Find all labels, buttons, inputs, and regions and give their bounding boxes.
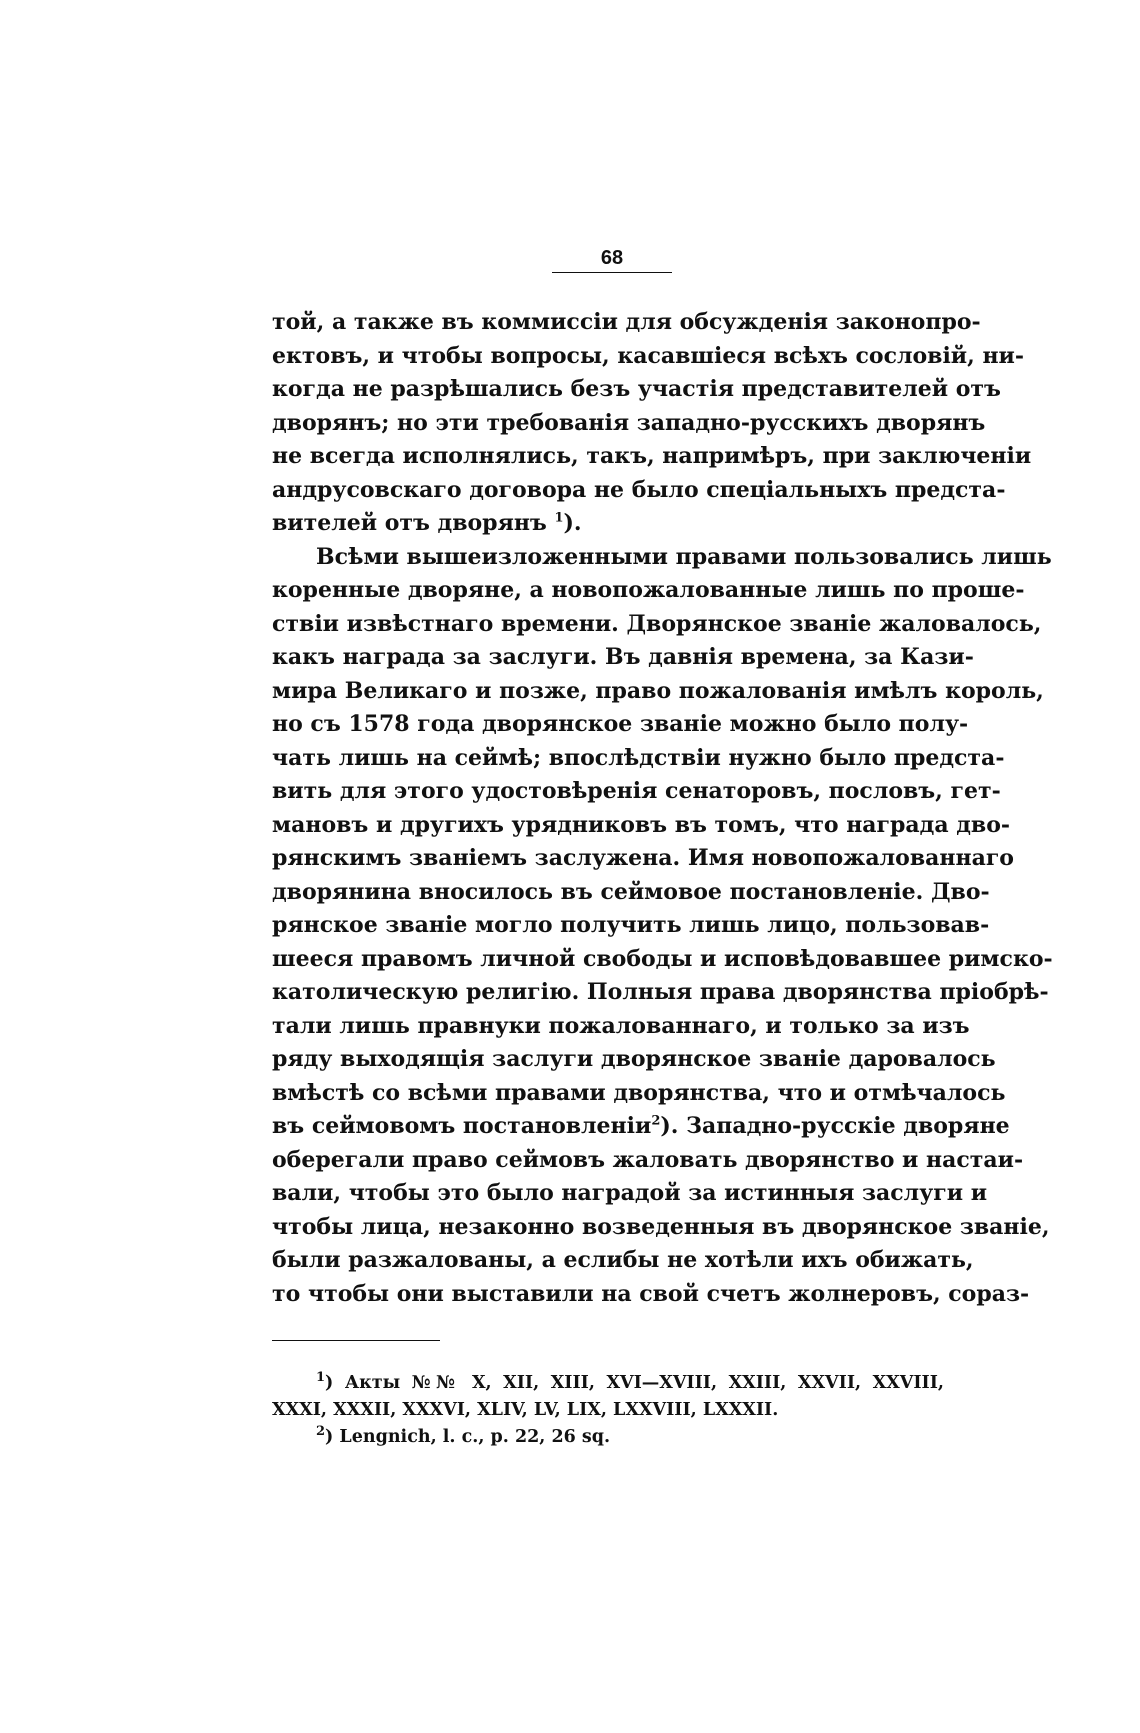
body-text: [272, 306, 1053, 1311]
page-number: 68: [600, 247, 624, 269]
text-line: андрусовскаго договора не было спеціальныхъ предста-: [272, 476, 1006, 503]
text-line: шееся правомъ личной свободы и исповѣдовавшее римско-: [272, 945, 1053, 972]
text-line: чтобы лица, незаконно возведенныя въ дворянское званіе,: [272, 1213, 1050, 1240]
footnote-rule: [272, 1340, 440, 1341]
text-line: были разжалованы, а еслибы не хотѣли ихъ обижать,: [272, 1247, 974, 1273]
text-line: вали, чтобы это было наградой за истинныя заслуги и: [272, 1180, 988, 1206]
text-line: [272, 1110, 1010, 1144]
text-line: не всегда исполнялись, такъ, напримѣръ, при заключеніи: [272, 443, 1032, 469]
text-line: какъ награда за заслуги. Въ давнія времена, за Кази-: [272, 644, 974, 670]
footnote-2-marker: 2: [316, 1424, 326, 1440]
text-line-part: вителей отъ дворянъ: [272, 510, 547, 536]
footnote-2-text: ) Lengnich, l. c., p. 22, 26 sq.: [325, 1427, 611, 1447]
text-line: католическую религію. Полныя права дворянства пріобрѣ-: [272, 979, 1049, 1005]
footnote-marker-1: 1: [554, 510, 564, 526]
text-line: вмѣстѣ со всѣми правами дворянства, что и отмѣчалось: [272, 1079, 1006, 1106]
text-line: но съ 1578 года дворянское званіе можно было полу-: [272, 711, 969, 737]
footnotes: [272, 1370, 944, 1451]
footnote-2: [272, 1424, 944, 1451]
text-line: дворянъ; но эти требованія западно-русскихъ дворянъ: [272, 409, 986, 436]
text-line: чать лишь на сеймѣ; впослѣдствіи нужно было предста-: [272, 744, 1005, 771]
text-line: рянскимъ званіемъ заслужена. Имя новопожалованнаго: [272, 845, 1014, 871]
footnote-1: [272, 1370, 944, 1397]
text-line: рянское званіе могло получить лишь лицо, пользовав-: [272, 912, 990, 938]
text-line: то чтобы они выставили на свой счетъ жолнеровъ, сораз-: [272, 1280, 1030, 1307]
text-line-part: въ сеймовомъ постановленіи: [272, 1113, 652, 1139]
text-line-part: ).: [563, 510, 582, 536]
text-line: тали лишь правнуки пожалованнаго, и только за изъ: [272, 1012, 970, 1039]
text-line: Всѣми вышеизложенными правами пользовались лишь: [316, 543, 1052, 570]
text-line-part: ). Западно-русскіе дворяне: [660, 1113, 1010, 1139]
text-line: мановъ и другихъ урядниковъ въ томъ, что награда дво-: [272, 811, 1011, 838]
footnote-marker-2: 2: [651, 1113, 661, 1129]
text-line: дворянина вносилось въ сеймовое постановленіе. Дво-: [272, 878, 990, 905]
text-line: когда не разрѣшались безъ участія представителей отъ: [272, 376, 1001, 402]
header-rule: [552, 272, 672, 273]
footnote-1-continued: XXXI, XXXII, XXXVI, XLIV, LV, LIX, LXXVIII, LXXXII.: [272, 1400, 779, 1420]
text-line: той, а также въ коммиссіи для обсужденія законопро-: [272, 309, 981, 335]
text-line: вить для этого удостовѣренія сенаторовъ, пословъ, гет-: [272, 778, 1001, 804]
text-line: оберегали право сеймовъ жаловать дворянство и настаи-: [272, 1146, 1024, 1173]
footnote-1-marker: 1: [316, 1370, 326, 1386]
footnote-1-text: ) Акты №№ X, XII, XIII, XVI—XVIII, XXIII, XXVII, XXVIII,: [325, 1373, 944, 1393]
text-line: ряду выходящія заслуги дворянское званіе даровалось: [272, 1046, 996, 1072]
text-line: мира Великаго и позже, право пожалованія имѣлъ король,: [272, 677, 1044, 704]
text-line: коренные дворяне, а новопожалованные лишь по проше-: [272, 577, 1025, 603]
text-line: ствіи извѣстнаго времени. Дворянское званіе жаловалось,: [272, 610, 1042, 637]
text-line: [272, 507, 944, 541]
text-line: ектовъ, и чтобы вопросы, касавшіеся всѣхъ сословій, ни-: [272, 342, 1024, 369]
